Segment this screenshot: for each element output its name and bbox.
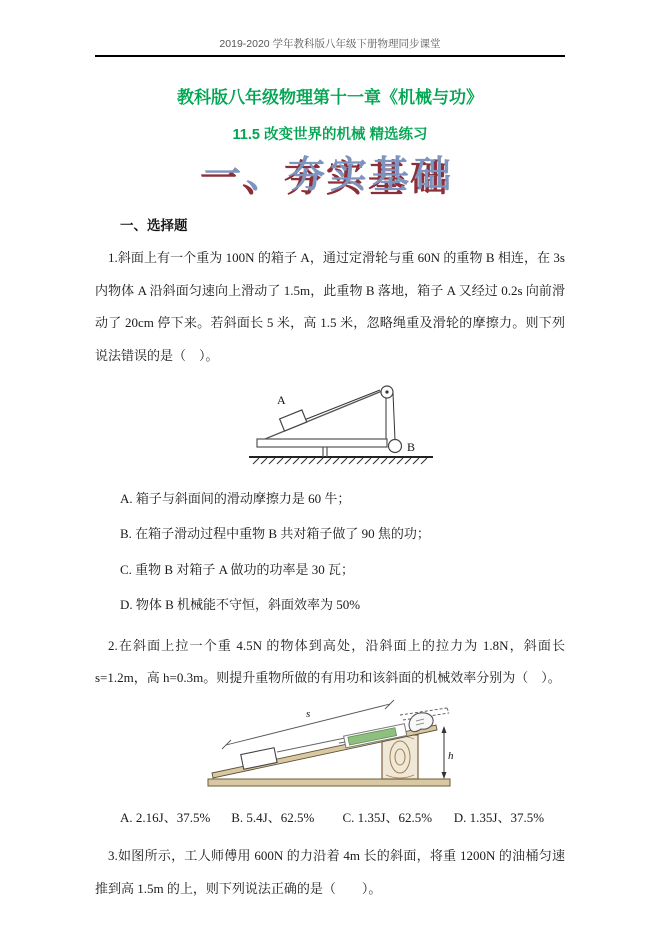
height-dimension	[442, 726, 455, 779]
figure-question-1	[117, 378, 565, 475]
q1-option-b: B. 在箱子滑动过程中重物 B 共对箱子做了 90 焦的功；	[120, 526, 430, 542]
question-1-options	[95, 481, 565, 621]
rope-to-weight	[393, 393, 395, 440]
question-2-text: 2.在斜面上拉一个重 4.5N 的物体到高处，沿斜面上的拉力为 1.8N，斜面长 s=1.2m，高 h=0.3m。则提升重物所做的有用功和该斜面的机械效率分别为（ ）。	[95, 637, 565, 686]
lesson-subtitle: 11.5 改变世界的机械 精选练习	[232, 127, 428, 143]
question-1-text: 1.斜面上有一个重为 100N 的箱子 A，通过定滑轮与重 60N 的重物 B 相连，在 3s 内物体 A 沿斜面匀速向上滑动了 1.5m，此重物 B 落地，箱子 A 又经过 0.2s 向前滑动了 20cm 停下来。若斜面长 5 米，高 1.5 米，忽略绳重及滑轮的摩擦力。则下列说法错误的是（ ）。	[95, 250, 565, 363]
pulled-block	[241, 748, 277, 769]
wood-block-support	[382, 735, 418, 779]
q1-option-d: D. 物体 B 机械能不守恒，斜面效率为 50%	[120, 596, 361, 612]
rope-to-pulley	[299, 390, 380, 422]
q1-option-a: A. 箱子与斜面间的滑动摩擦力是 60 牛；	[120, 491, 351, 507]
plank-incline-diagram	[204, 699, 456, 791]
document-header	[95, 0, 565, 57]
box-a-label: A	[277, 393, 286, 408]
section-banner-wordart: 一、夯实基础	[204, 155, 456, 196]
q2-option-b: B. 5.4J、62.5%	[231, 809, 315, 825]
ground-hatching	[253, 458, 427, 464]
content-column	[95, 0, 565, 905]
box-a	[280, 410, 307, 431]
height-label: h	[448, 749, 454, 762]
incline-pulley-diagram	[241, 378, 441, 470]
q2-option-c: C. 1.35J、62.5%	[342, 809, 433, 825]
section-heading-choice: 一、选择题	[120, 218, 188, 234]
figure-question-2	[95, 699, 565, 796]
q1-option-c: C. 重物 B 对箱子 A 做功的功率是 30 瓦；	[120, 561, 355, 577]
q2-option-d: D. 1.35J、37.5%	[453, 809, 545, 825]
weight-b-label: B	[407, 440, 416, 455]
q2-option-a: A. 2.16J、37.5%	[120, 809, 211, 825]
weight-b	[389, 440, 402, 453]
question-2-options	[95, 804, 565, 833]
course-label: 2019-2020 学年教科版八年级下册物理同步课堂	[219, 38, 441, 50]
table-top	[257, 439, 387, 447]
ground-plank	[208, 779, 450, 786]
question-3-text: 3.如图所示，工人师傅用 600N 的力沿着 4m 长的斜面，将重 1200N 的油桶匀速推到高 1.5m 的上，则下列说法正确的是（ ）。	[95, 848, 565, 896]
chapter-title: 教科版八年级物理第十一章《机械与功》	[177, 88, 483, 107]
length-label: s	[306, 707, 311, 720]
